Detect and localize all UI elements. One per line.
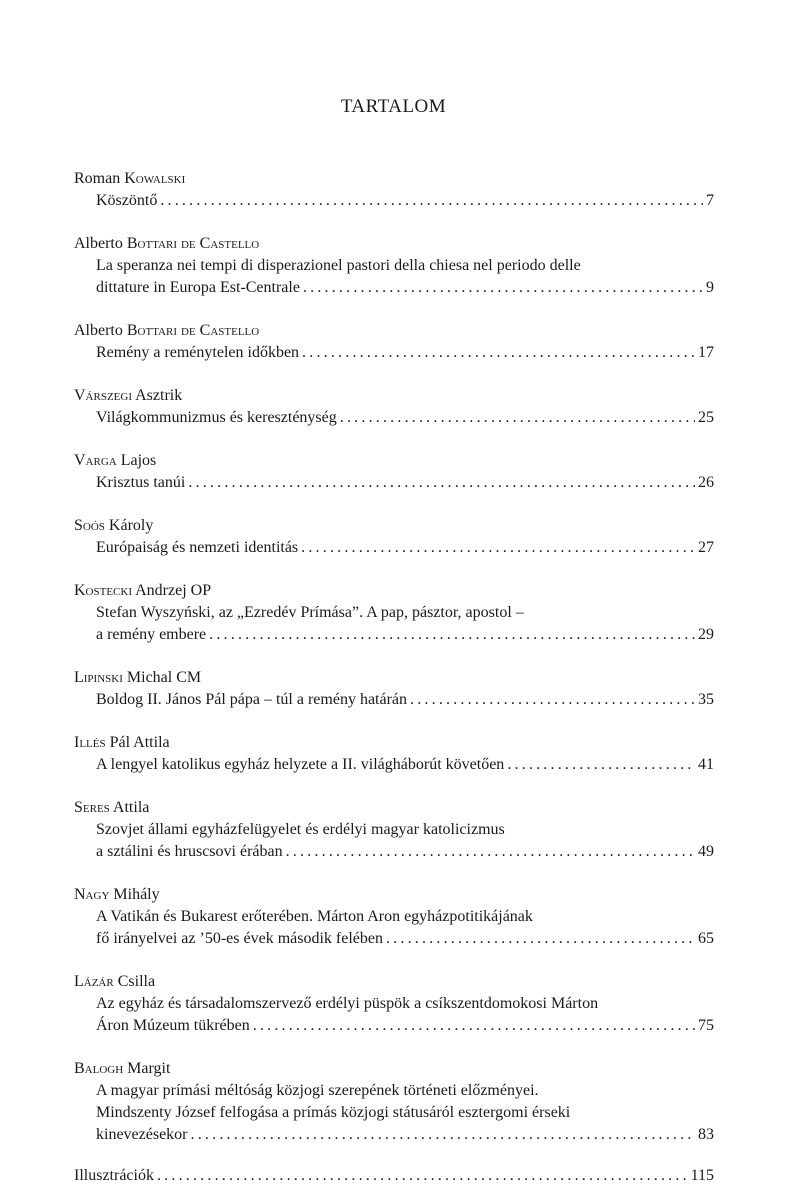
title-last-line <box>96 624 714 646</box>
work-title <box>74 190 714 212</box>
author-first-name: Alberto <box>74 322 123 339</box>
toc-entry <box>74 515 714 559</box>
author-surname: Seres <box>74 799 110 816</box>
title-line: Stefan Wyszyński, az „Ezredév Prímása”. A pap, pásztor, apostol – <box>96 604 524 621</box>
work-title <box>74 906 714 950</box>
author-name <box>74 732 714 754</box>
title-text: Boldog II. János Pál pápa – túl a remény határán <box>96 691 408 708</box>
work-title <box>74 255 714 299</box>
work-title <box>74 342 714 364</box>
author-first-name: Alberto <box>74 235 123 252</box>
title-text: A lengyel katolikus egyház helyzete a II. világháborút követően <box>96 756 505 773</box>
work-title <box>74 1080 714 1146</box>
work-title <box>74 537 714 559</box>
author-surname: Kowalski <box>124 170 186 187</box>
title-last-line <box>96 689 714 711</box>
author-name <box>74 580 714 602</box>
title-last-line <box>96 277 714 299</box>
page-number: 29 <box>698 626 714 643</box>
title-line: Mindszenty József felfogása a prímás közjogi státusáról esztergomi érseki <box>96 1104 571 1121</box>
author-name <box>74 320 714 342</box>
dot-leader <box>386 928 695 950</box>
author-given-name: Csilla <box>117 973 156 990</box>
author-name <box>74 971 714 993</box>
title-last-line <box>96 342 714 364</box>
dot-leader <box>302 342 695 364</box>
title-line: La speranza nei tempi di disperazionel pastori della chiesa nel periodo delle <box>96 257 581 274</box>
author-first-name: Roman <box>74 170 121 187</box>
work-title <box>74 754 714 776</box>
author-name <box>74 168 714 190</box>
author-name <box>74 515 714 537</box>
toc-entry <box>74 320 714 364</box>
title-line: Szovjet állami egyházfelügyelet és erdélyi magyar katolicizmus <box>96 821 505 838</box>
dot-leader <box>157 1167 688 1185</box>
work-title <box>74 819 714 863</box>
author-given-name: Károly <box>108 517 154 534</box>
toc-entry <box>74 233 714 299</box>
page-number: 41 <box>698 756 714 773</box>
title-text: Világkommunizmus és kereszténység <box>96 409 337 426</box>
toc-entry <box>74 168 714 212</box>
page-number: 9 <box>706 279 714 296</box>
author-name <box>74 450 714 472</box>
work-title <box>74 472 714 494</box>
page-number: 7 <box>706 192 714 209</box>
page-number: 115 <box>690 1167 714 1184</box>
author-given-name: Asztrik <box>135 387 183 404</box>
author-surname: Kostecki <box>74 582 132 599</box>
page-number: 83 <box>698 1126 714 1143</box>
author-surname: Balogh <box>74 1060 124 1077</box>
page-number: 65 <box>698 930 714 947</box>
dot-leader <box>507 754 695 776</box>
toc-entry-illustrations <box>74 1167 714 1189</box>
table-of-contents <box>74 168 714 1189</box>
author-name <box>74 667 714 689</box>
author-given-name: Margit <box>127 1060 171 1077</box>
title-text: dittature in Europa Est-Centrale <box>96 279 300 296</box>
dot-leader <box>303 277 703 299</box>
title-text: Remény a reménytelen időkben <box>96 344 300 361</box>
author-given-name: Michal CM <box>126 669 202 686</box>
author-surname: Illés <box>74 734 106 751</box>
author-surname: Bottari de Castello <box>126 322 260 339</box>
title-last-line <box>96 537 714 559</box>
title-text: Krisztus tanúi <box>96 474 186 491</box>
title-last-line <box>96 190 714 212</box>
title-last-line <box>96 1124 714 1146</box>
author-surname: Lázár <box>74 973 114 990</box>
author-surname: Varga <box>74 452 117 469</box>
title-text: a remény embere <box>96 626 207 643</box>
toc-entry <box>74 797 714 863</box>
illustrations-label: Illusztrációk <box>74 1167 154 1184</box>
toc-entry <box>74 385 714 429</box>
title-last-line <box>96 407 714 429</box>
title-last-line <box>96 928 714 950</box>
title-text: Köszöntő <box>96 192 158 209</box>
author-given-name: Pál Attila <box>109 734 170 751</box>
dot-leader <box>286 841 695 863</box>
dot-leader <box>340 407 695 429</box>
author-surname: Bottari de Castello <box>126 235 260 252</box>
author-given-name: Lajos <box>120 452 157 469</box>
author-surname: Lipinski <box>74 669 123 686</box>
title-text: Európaiság és nemzeti identitás <box>96 539 299 556</box>
title-text: Áron Múzeum tükrében <box>96 1017 250 1034</box>
dot-leader <box>209 624 695 646</box>
page-title: TARTALOM <box>340 96 447 117</box>
toc-entry <box>74 884 714 950</box>
work-title <box>74 689 714 711</box>
page-number: 35 <box>698 691 714 708</box>
toc-entry <box>74 732 714 776</box>
author-surname: Nagy <box>74 886 110 903</box>
title-line: A magyar prímási méltóság közjogi szerepének történeti előzményei. <box>96 1082 539 1099</box>
work-title <box>74 407 714 429</box>
page-number: 17 <box>698 344 714 361</box>
page-number: 75 <box>698 1017 714 1034</box>
dot-leader <box>301 537 695 559</box>
dot-leader <box>191 1124 695 1146</box>
dot-leader <box>410 689 695 711</box>
author-given-name: Andrzej OP <box>135 582 212 599</box>
author-surname: Várszegi <box>74 387 132 404</box>
dot-leader <box>253 1015 695 1037</box>
toc-entry <box>74 971 714 1037</box>
page-number: 27 <box>698 539 714 556</box>
author-surname: Soós <box>74 517 105 534</box>
title-last-line <box>96 841 714 863</box>
toc-entry <box>74 1058 714 1146</box>
dot-leader <box>160 190 703 212</box>
title-text: a sztálini és hruscsovi érában <box>96 843 283 860</box>
title-line: A Vatikán és Bukarest erőterében. Márton Aron egyházpotitikájának <box>96 908 533 925</box>
work-title <box>74 993 714 1037</box>
toc-entry <box>74 580 714 646</box>
author-name <box>74 797 714 819</box>
toc-entry <box>74 450 714 494</box>
title-last-line <box>96 1015 714 1037</box>
author-given-name: Attila <box>112 799 150 816</box>
author-given-name: Mihály <box>113 886 160 903</box>
author-name <box>74 1058 714 1080</box>
title-line: Az egyház és társadalomszervező erdélyi püspök a csíkszentdomokosi Márton <box>96 995 599 1012</box>
work-title <box>74 602 714 646</box>
page-number: 49 <box>698 843 714 860</box>
title-text: kinevezésekor <box>96 1126 188 1143</box>
author-name <box>74 385 714 407</box>
toc-entry <box>74 667 714 711</box>
title-last-line <box>96 754 714 776</box>
dot-leader <box>188 472 695 494</box>
page-number: 25 <box>698 409 714 426</box>
author-name <box>74 233 714 255</box>
page-number: 26 <box>698 474 714 491</box>
author-name <box>74 884 714 906</box>
title-text: fő irányelvei az ’50-es évek második felében <box>96 930 383 947</box>
title-last-line <box>96 472 714 494</box>
